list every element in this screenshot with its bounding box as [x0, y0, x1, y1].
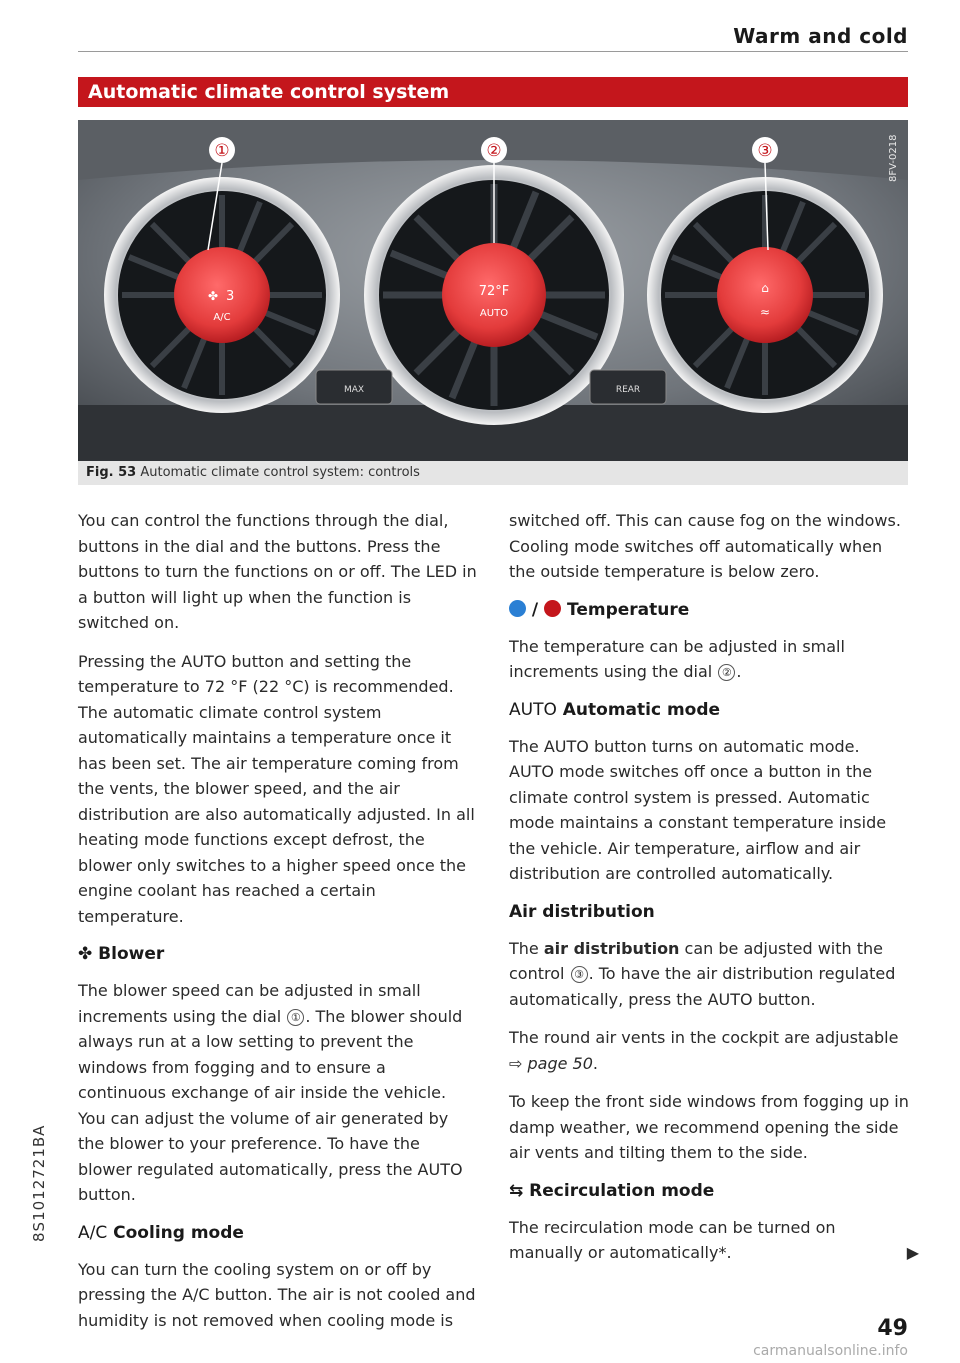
running-header: Warm and cold	[733, 24, 908, 48]
button-rear-defrost	[590, 370, 666, 404]
warm-dot-icon	[544, 600, 561, 617]
vent-left	[104, 177, 340, 413]
air-distribution-paragraph: The air distribution can be adjusted with the control ③ . To have the air distribution regulated automatically, press the AUTO button.	[509, 938, 896, 1009]
vents-paragraph: The round air vents in the cockpit are adjustable ⇨ page 50.	[509, 1028, 899, 1073]
climate-control-figure	[78, 120, 908, 461]
temperature-paragraph: The temperature can be adjusted in small increments using the dial ② .	[509, 636, 845, 681]
cooling-continuation-paragraph: switched off. This can cause fog on the windows. Cooling mode switches off automatically when the outside temperature is below zero.	[509, 511, 901, 581]
air-distribution-heading: Air distribution	[509, 901, 655, 922]
page-number: 49	[877, 1316, 908, 1341]
auto-recommendation-paragraph: Pressing the AUTO button and setting the temperature to 72 °F (22 °C) is recommended. The automatic climate control system automatically maintains a temperature once it has been set. The air temperature coming from the vents, the blower speed, and the air distribution are also automatically adjusted. In all heating mode functions except defrost, the blower only switches to a higher speed once the engine coolant has reached a certain temperature.	[78, 651, 475, 926]
dial-temperature: 72°F	[478, 284, 510, 299]
ref-callout-1: ①	[287, 1009, 304, 1026]
watermark: carmanualsonline.info	[753, 1343, 908, 1359]
left-column	[78, 508, 478, 1346]
caption-text: Automatic climate control system: controls	[140, 465, 420, 480]
dial-auto-label: AUTO	[479, 308, 509, 319]
button-defrost-max	[316, 370, 392, 404]
button-max-label: MAX	[343, 385, 365, 395]
svg-text:①: ①	[214, 141, 230, 161]
figure-caption	[78, 461, 908, 485]
figure-image-code: 8FV-0218	[888, 134, 899, 182]
cooling-heading: A/C Cooling mode	[78, 1222, 244, 1243]
right-column	[509, 508, 919, 1279]
button-rear-label: REAR	[615, 385, 641, 395]
auto-paragraph: The AUTO button turns on automatic mode. AUTO mode switches off once a button in the climate control system is pressed. Automatic mode maintains a constant temperature inside the vehicle. Air temperature, airflow and air distribution are controlled automatically.	[509, 736, 887, 883]
callout-1	[209, 137, 235, 163]
cooling-paragraph: You can turn the cooling system on or off by pressing the A/C button. The air is not cooled and humidity is not removed when cooling mode is	[78, 1259, 476, 1330]
page-50-link[interactable]: ⇨ page 50	[509, 1053, 593, 1073]
svg-text:③: ③	[757, 141, 773, 161]
fog-paragraph: To keep the front side windows from fogging up in damp weather, we recommend opening the side air vents and tilting them to the side.	[509, 1092, 909, 1162]
recirculation-paragraph: The recirculation mode can be turned on manually or automatically*. ▶	[509, 1215, 909, 1266]
temperature-heading: / Temperature	[509, 598, 909, 622]
svg-text:≈: ≈	[759, 305, 771, 319]
cold-dot-icon	[509, 600, 526, 617]
recirculation-heading: ⇆ Recirculation mode	[509, 1180, 715, 1201]
blower-paragraph: The blower speed can be adjusted in small increments using the dial ① . The blower should always run at a low setting to prevent the windows from fogging and to ensure a continuous exchange of air inside the vehicle. You can adjust the volume of air generated by the blower to your preference. To have the blower regulated automatically, press the AUTO button.	[78, 981, 463, 1204]
blower-heading: ✤ Blower	[78, 944, 165, 964]
svg-text:②: ②	[486, 141, 502, 161]
header-divider	[78, 51, 908, 52]
callout-2	[481, 137, 507, 163]
vent-right	[647, 177, 883, 413]
svg-text:✤: ✤	[208, 289, 219, 303]
fan-icon: ✤	[78, 944, 93, 964]
ref-callout-2: ②	[718, 664, 735, 681]
ref-callout-3: ③	[571, 966, 588, 983]
callout-3	[752, 137, 778, 163]
auto-heading: AUTO Automatic mode	[509, 699, 721, 720]
dial-fan-level: 3	[226, 289, 235, 304]
recirculation-icon: ⇆	[509, 1180, 524, 1201]
caption-prefix: Fig. 53	[86, 465, 137, 480]
dial-ac-label: A/C	[213, 312, 231, 323]
continue-arrow-icon: ▶	[906, 1243, 919, 1262]
section-title-bar: Automatic climate control system	[78, 77, 908, 107]
svg-text:⌂: ⌂	[761, 281, 769, 295]
document-code: 8S1012721BA	[30, 1124, 48, 1242]
intro-paragraph: You can control the functions through the dial, buttons in the dial and the buttons. Press the buttons to turn the functions on or off. The LED in a button will light up when the function is switched on.	[78, 511, 477, 632]
